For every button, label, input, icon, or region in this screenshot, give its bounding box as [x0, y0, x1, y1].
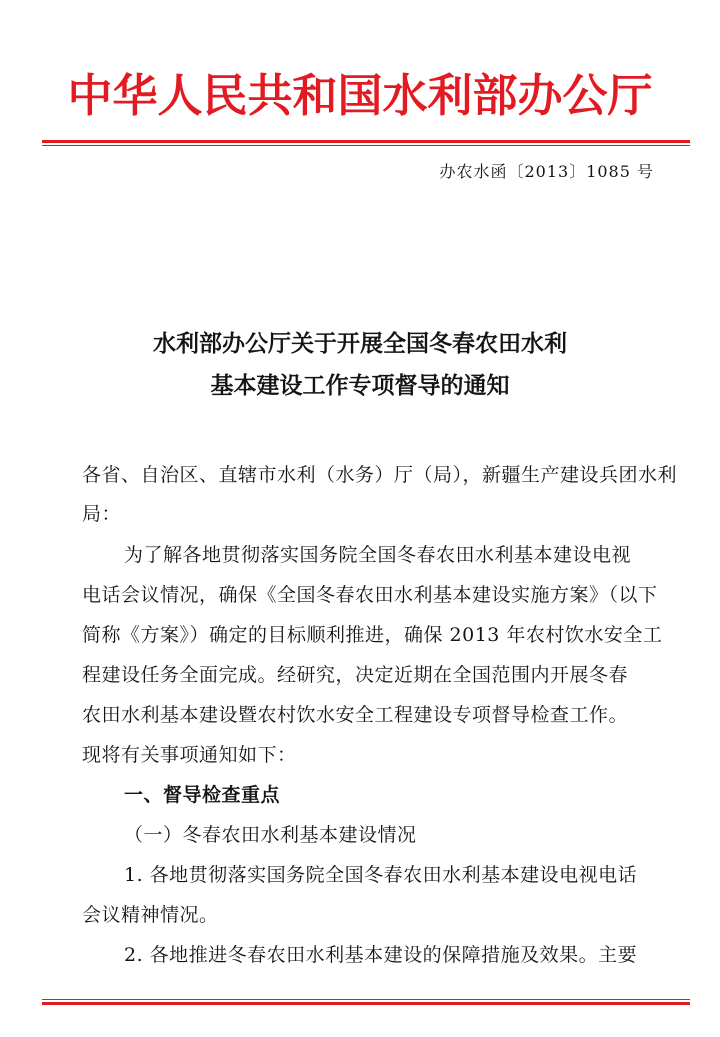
letterhead-rule-thick	[42, 140, 690, 143]
document-number: 办农水函〔2013〕1085 号	[439, 162, 654, 181]
list-item-line: 1. 各地贯彻落实国务院全国冬春农田水利基本建设电视电话	[124, 864, 638, 886]
paragraph-line: 现将有关事项通知如下：	[82, 744, 297, 766]
section-heading: 一、督导检查重点	[124, 784, 281, 806]
letterhead-rule-thin	[42, 145, 690, 146]
document-title-line-1: 水利部办公厅关于开展全国冬春农田水利	[153, 331, 567, 357]
footer-rule-thin	[42, 999, 690, 1000]
subsection-heading: （一）冬春农田水利基本建设情况	[124, 824, 417, 846]
list-item-line: 会议精神情况。	[82, 904, 219, 926]
document-title-line-2: 基本建设工作专项督导的通知	[210, 373, 510, 399]
letterhead-organization: 中华人民共和国水利部办公厅	[67, 69, 653, 122]
footer-rule-thick	[42, 1002, 690, 1005]
paragraph-line: 为了解各地贯彻落实国务院全国冬春农田水利基本建设电视	[124, 544, 632, 566]
paragraph-line: 简称《方案》）确定的目标顺利推进，确保 2013 年农村饮水安全工	[82, 624, 663, 646]
paragraph-line: 农田水利基本建设暨农村饮水安全工程建设专项督导检查工作。	[82, 704, 629, 726]
paragraph-line: 程建设任务全面完成。经研究，决定近期在全国范围内开展冬春	[82, 664, 629, 686]
addressee-line-1: 各省、自治区、直辖市水利（水务）厅（局），新疆生产建设兵团水利	[82, 464, 678, 486]
addressee-line-2: 局：	[82, 503, 122, 525]
paragraph-line: 电话会议情况，确保《全国冬春农田水利基本建设实施方案》（以下	[82, 584, 658, 606]
list-item-line: 2. 各地推进冬春农田水利基本建设的保障措施及效果。主要	[124, 944, 638, 966]
